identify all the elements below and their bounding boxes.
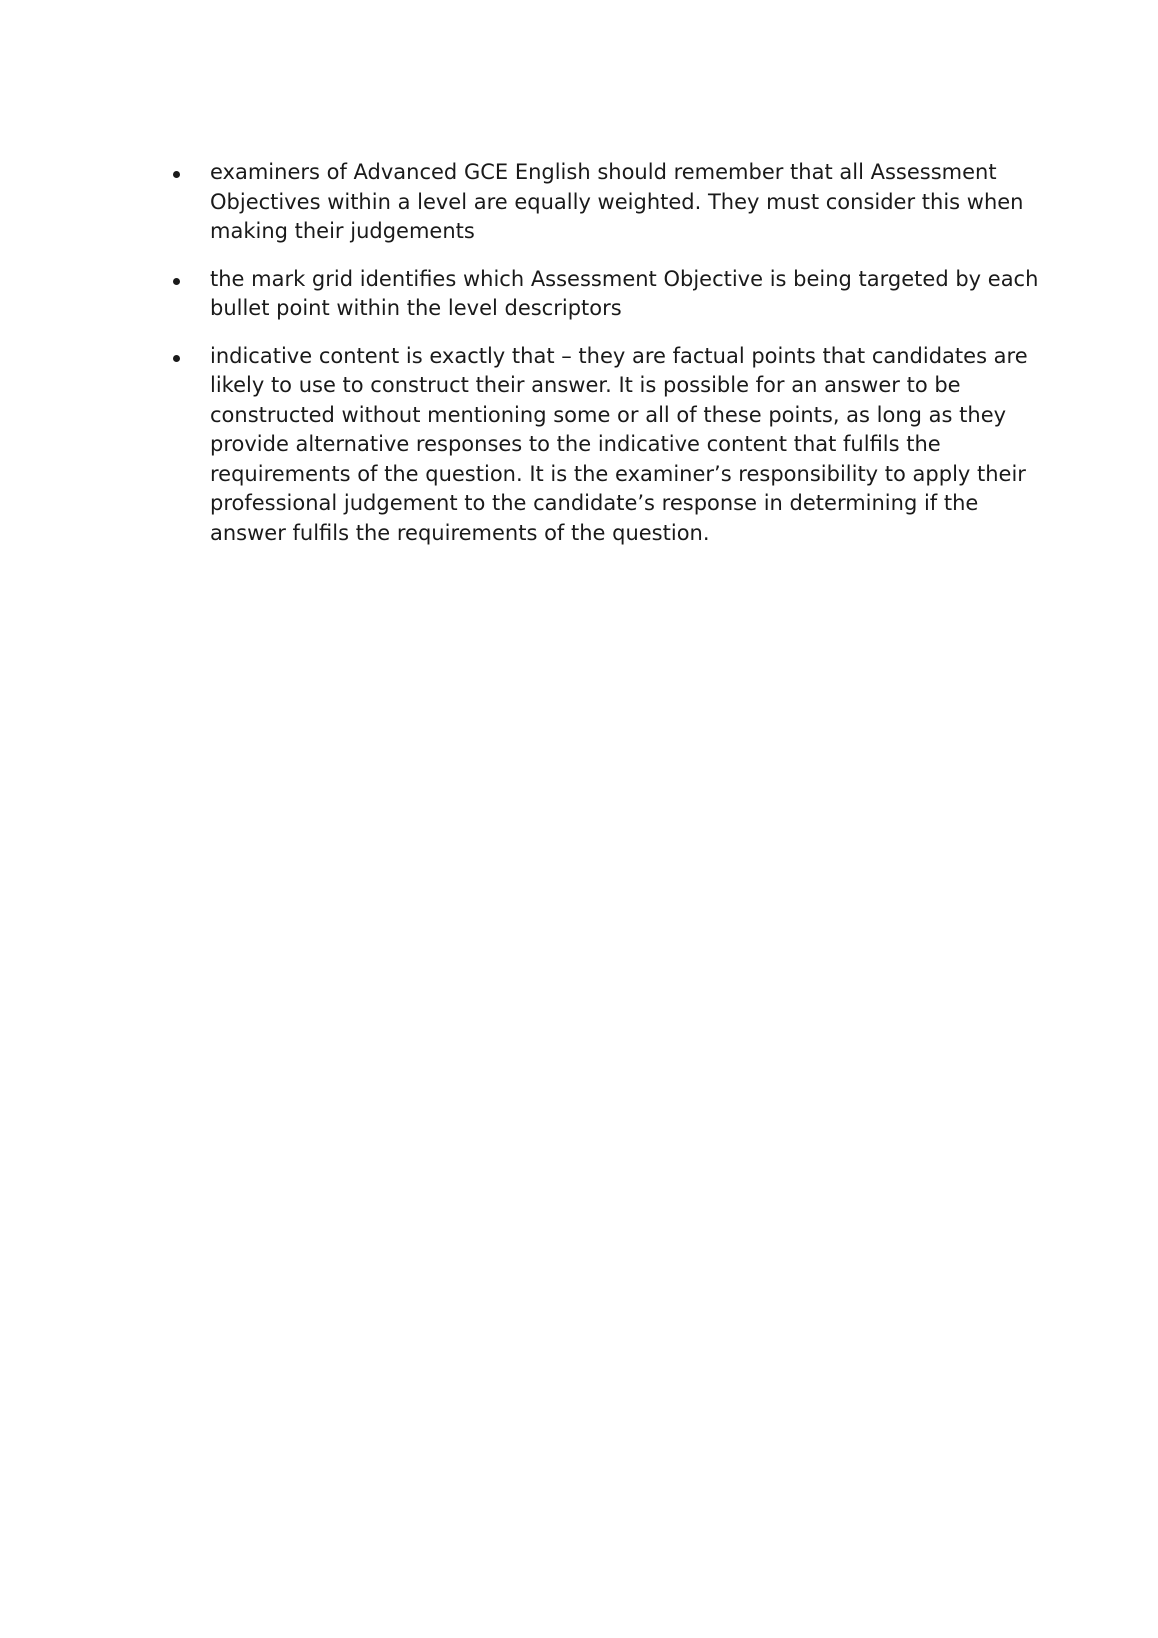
guidance-bullet-list xyxy=(170,158,1050,566)
guidance-bullet-indicative-content xyxy=(170,342,1050,549)
bullet-dot-icon xyxy=(173,278,180,285)
guidance-bullet-mark-grid xyxy=(170,265,1050,324)
guidance-bullet-weighting xyxy=(170,158,1050,247)
bullet-text: examiners of Advanced GCE English should remember that all Assessment Objectives within a level are equally weighted. They must consider this when making their judgements xyxy=(210,160,1024,243)
bullet-text: indicative content is exactly that – they are factual points that candidates are likely to use to construct their answer. It is possible for an answer to be constructed without mentioning some or all of these points, as long as they provide alternative responses to the indicative content that fulfils the requirements of the question. It is the examiner’s responsibility to apply their professional judgement to the candidate’s response in determining if the answer fulfils the requirements of the question. xyxy=(210,343,1028,545)
bullet-dot-icon xyxy=(173,355,180,362)
bullet-text: the mark grid identifies which Assessment Objective is being targeted by each bullet point within the level descriptors xyxy=(210,266,1039,320)
bullet-dot-icon xyxy=(173,171,180,178)
